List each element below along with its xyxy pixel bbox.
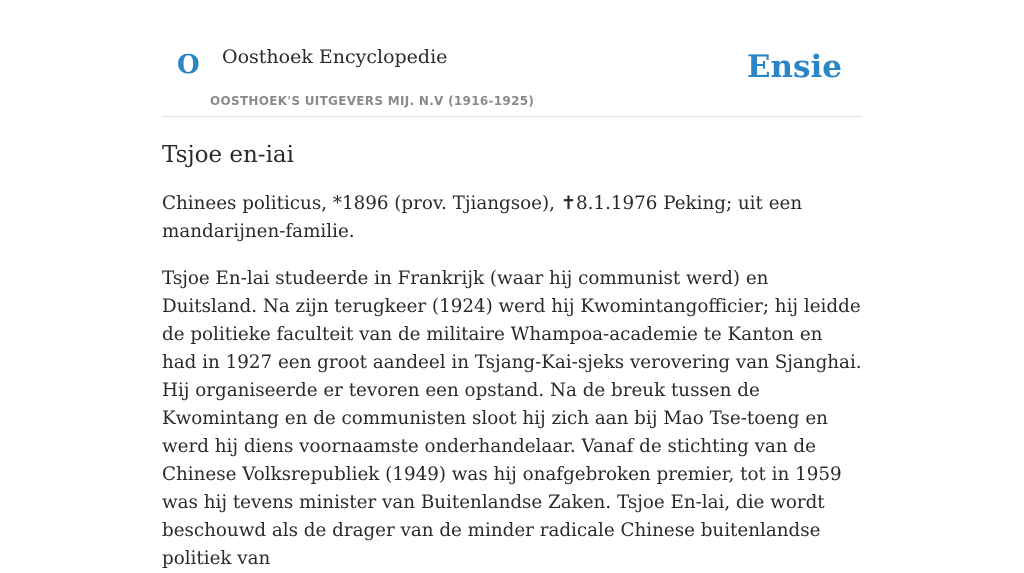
article-paragraph: Tsjoe En-lai studeerde in Frankrijk (waar hij communist werd) en Duitsland. Na zijn terugkeer (1924) werd hij Kwomintangofficier; hij leidde de politieke faculteit van de militaire Whampoa-academie te Kanton en had in 1927 een groot aandeel in Tsjang-Kai-sjeks verovering van Sjanghai. Hij organiseerde er tevoren een opstand. Na de breuk tussen de Kwomintang en de communisten sloot hij zich aan bij Mao Tse-toeng en werd hij diens voornaamste onderhandelaar. Vanaf de stichting van de Chinese Volksrepubliek (1949) was hij onafgebroken premier, tot in 1959 was hij tevens minister van Buitenlandse Zaken. Tsjoe En-lai, die wordt beschouwd als de drager van de minder radicale Chinese buitenlandse politiek van [162,267,862,569]
site-header [162,0,862,117]
site-title[interactable]: Oosthoek Encyclopedie [222,46,448,68]
page [162,0,862,573]
brand-logo[interactable]: Ensie [746,49,842,85]
site-logo-letter[interactable]: O [177,50,200,80]
article-title: Tsjoe en-iai [162,142,294,168]
article-paragraph: Chinees politicus, *1896 (prov. Tjiangsoe), ✝8.1.1976 Peking; uit een mandarijnen-familie. [162,192,803,242]
publisher-label: OOSTHOEK'S UITGEVERS MIJ. N.V (1916-1925) [210,94,535,108]
